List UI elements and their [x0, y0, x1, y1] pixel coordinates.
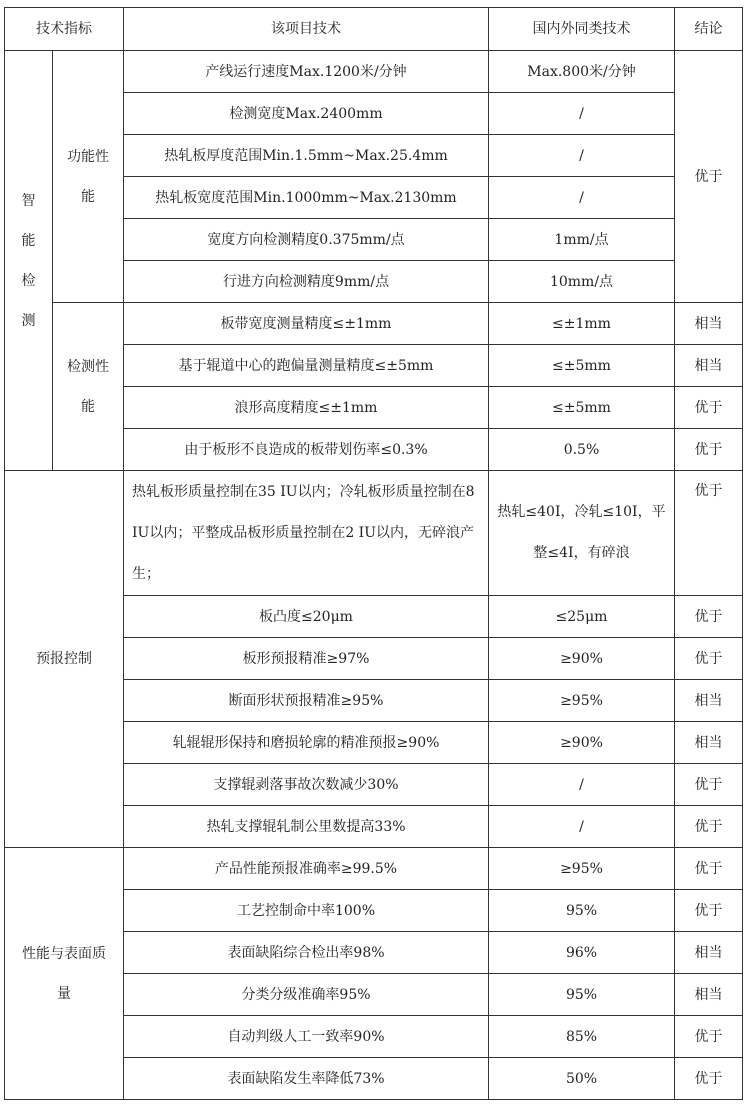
conclusion-cell: 相当	[675, 974, 743, 1016]
domestic-cell: ≤±1mm	[489, 303, 675, 345]
conclusion-cell: 优于	[675, 596, 743, 638]
conclusion-cell: 优于	[675, 51, 743, 303]
domestic-cell: ≥90%	[489, 722, 675, 764]
conclusion-cell: 相当	[675, 680, 743, 722]
domestic-cell: 热轧≤40I，冷轧≤10I，平整≤4I，有碎浪	[489, 471, 675, 596]
table-row	[5, 848, 743, 890]
project-cell: 检测宽度Max.2400mm	[124, 93, 489, 135]
conclusion-cell: 优于	[675, 764, 743, 806]
category-smart-inspection: 智 能 检 测	[5, 51, 53, 471]
conclusion-cell: 优于	[675, 806, 743, 848]
domestic-cell: /	[489, 806, 675, 848]
domestic-cell: Max.800米/分钟	[489, 51, 675, 93]
project-cell: 工艺控制命中率100%	[124, 890, 489, 932]
domestic-cell: ≥90%	[489, 638, 675, 680]
domestic-cell: 96%	[489, 932, 675, 974]
project-cell: 断面形状预报精准≥95%	[124, 680, 489, 722]
domestic-cell: 95%	[489, 890, 675, 932]
conclusion-cell: 相当	[675, 303, 743, 345]
project-cell: 由于板形不良造成的板带划伤率≤0.3%	[124, 429, 489, 471]
domestic-cell: 10mm/点	[489, 261, 675, 303]
domestic-cell: 95%	[489, 974, 675, 1016]
domestic-cell: ≥95%	[489, 848, 675, 890]
category-forecast-control: 预报控制	[5, 471, 124, 848]
domestic-cell: /	[489, 764, 675, 806]
header-row	[5, 8, 743, 51]
tech-comparison-table	[4, 7, 743, 1100]
project-cell: 表面缺陷发生率降低73%	[124, 1058, 489, 1100]
table-row	[5, 303, 743, 345]
conclusion-cell: 优于	[675, 1058, 743, 1100]
conclusion-cell: 相当	[675, 932, 743, 974]
conclusion-cell: 优于	[675, 471, 743, 596]
project-cell: 基于辊道中心的跑偏量测量精度≤±5mm	[124, 345, 489, 387]
domestic-cell: ≥95%	[489, 680, 675, 722]
conclusion-cell: 优于	[675, 429, 743, 471]
conclusion-cell: 优于	[675, 1016, 743, 1058]
project-cell: 自动判级人工一致率90%	[124, 1016, 489, 1058]
domestic-cell: ≤±5mm	[489, 345, 675, 387]
project-cell: 热轧板厚度范围Min.1.5mm~Max.25.4mm	[124, 135, 489, 177]
domestic-cell: /	[489, 93, 675, 135]
project-cell: 表面缺陷综合检出率98%	[124, 932, 489, 974]
domestic-cell: 50%	[489, 1058, 675, 1100]
subcategory-detection: 检测性 能	[53, 303, 124, 471]
header-indicator: 技术指标	[5, 8, 124, 51]
project-cell: 热轧板宽度范围Min.1000mm~Max.2130mm	[124, 177, 489, 219]
conclusion-cell: 优于	[675, 387, 743, 429]
conclusion-cell: 相当	[675, 722, 743, 764]
domestic-cell: 0.5%	[489, 429, 675, 471]
project-cell: 浪形高度精度≤±1mm	[124, 387, 489, 429]
conclusion-cell: 优于	[675, 848, 743, 890]
conclusion-cell: 优于	[675, 890, 743, 932]
domestic-cell: ≤±5mm	[489, 387, 675, 429]
table-row	[5, 51, 743, 93]
table-row	[5, 471, 743, 596]
project-cell: 轧辊辊形保持和磨损轮廓的精准预报≥90%	[124, 722, 489, 764]
project-cell: 板凸度≤20μm	[124, 596, 489, 638]
domestic-cell: /	[489, 135, 675, 177]
domestic-cell: 85%	[489, 1016, 675, 1058]
project-cell: 热轧板形质量控制在35 IU以内；冷轧板形质量控制在8 IU以内；平整成品板形质量控制在2 IU以内，无碎浪产生；	[124, 471, 489, 596]
domestic-cell: /	[489, 177, 675, 219]
project-cell: 分类分级准确率95%	[124, 974, 489, 1016]
subcategory-function: 功能性 能	[53, 51, 124, 303]
project-cell: 行进方向检测精度9mm/点	[124, 261, 489, 303]
project-cell: 板带宽度测量精度≤±1mm	[124, 303, 489, 345]
domestic-cell: ≤25μm	[489, 596, 675, 638]
project-cell: 产品性能预报准确率≥99.5%	[124, 848, 489, 890]
category-performance-surface-quality: 性能与表面质 量	[5, 848, 124, 1100]
project-cell: 宽度方向检测精度0.375mm/点	[124, 219, 489, 261]
project-cell: 热轧支撑辊轧制公里数提高33%	[124, 806, 489, 848]
conclusion-cell: 相当	[675, 345, 743, 387]
project-cell: 产线运行速度Max.1200米/分钟	[124, 51, 489, 93]
domestic-cell: 1mm/点	[489, 219, 675, 261]
conclusion-cell: 优于	[675, 638, 743, 680]
header-conclusion: 结论	[675, 8, 743, 51]
project-cell: 支撑辊剥落事故次数减少30%	[124, 764, 489, 806]
header-domestic: 国内外同类技术	[489, 8, 675, 51]
header-project: 该项目技术	[124, 8, 489, 51]
project-cell: 板形预报精准≥97%	[124, 638, 489, 680]
